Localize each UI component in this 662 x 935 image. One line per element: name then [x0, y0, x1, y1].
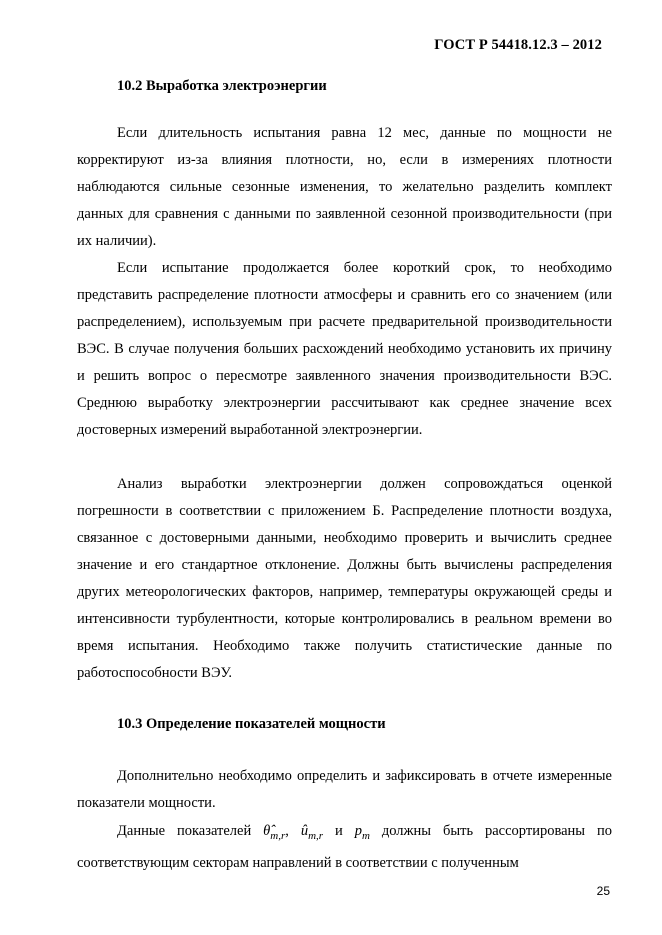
- theta-hat-symbol: θ̂: [263, 823, 271, 839]
- paragraph: Если испытание продолжается более короткий срок, то необходимо представить распределение плотности атмосферы и сравнить его со значением (или распределением), используемым при расчете предварительной производительности ВЭС. В случае получения больших расхождений необходимо установить их причину и решить вопрос о пересмотре заявленного значения производительности ВЭС. Среднюю выработку электроэнергии рассчитывают как среднее значение всех достоверных измерений выработанной электроэнергии.: [77, 260, 612, 438]
- paragraph: Если длительность испытания равна 12 мес, данные по мощности не корректируют из-за влияния плотности, но, если в измерениях плотности наблюдаются сильные сезонные изменения, то желательно разделить комплект данных для сравнения с данными по заявленной сезонной производительности (при их наличии).: [77, 125, 612, 249]
- document-header: ГОСТ Р 54418.12.3 – 2012: [434, 37, 602, 53]
- paragraph: Анализ выработки электроэнергии должен сопровождаться оценкой погрешности в соответствии с приложением Б. Распределение плотности воздуха, связанное с достоверными данными, необходимо проверить и вычислить среднее значение и его стандартное отклонение. Должны быть вычислены распределения других метеорологических факторов, например, температуры окружающей среды и интенсивности турбулентности, которые контролировались в реальном времени во время испытания. Необходимо также получить статистические данные по работоспособности ВЭУ.: [77, 476, 612, 681]
- paragraph: Дополнительно необходимо определить и зафиксировать в отчете измеренные показатели мощности.: [77, 768, 612, 811]
- text-run: и: [323, 823, 355, 839]
- page-number: 25: [596, 884, 610, 898]
- section-heading-10-2: 10.2 Выработка электроэнергии: [117, 78, 327, 94]
- p-symbol: p: [354, 823, 362, 839]
- text-run: ,: [285, 823, 301, 839]
- subscript: m,r: [308, 829, 324, 842]
- u-hat-symbol: û: [300, 823, 309, 839]
- text-run: должны быть рассортированы по соответствующим секторам направлений в соответствии с полученным: [77, 823, 612, 871]
- paragraph-with-formula: [77, 818, 612, 877]
- section-heading-10-3: 10.3 Определение показателей мощности: [117, 716, 386, 732]
- subscript: m: [361, 829, 370, 842]
- subscript: m,r: [270, 829, 286, 842]
- text-run: Данные показателей: [117, 823, 264, 839]
